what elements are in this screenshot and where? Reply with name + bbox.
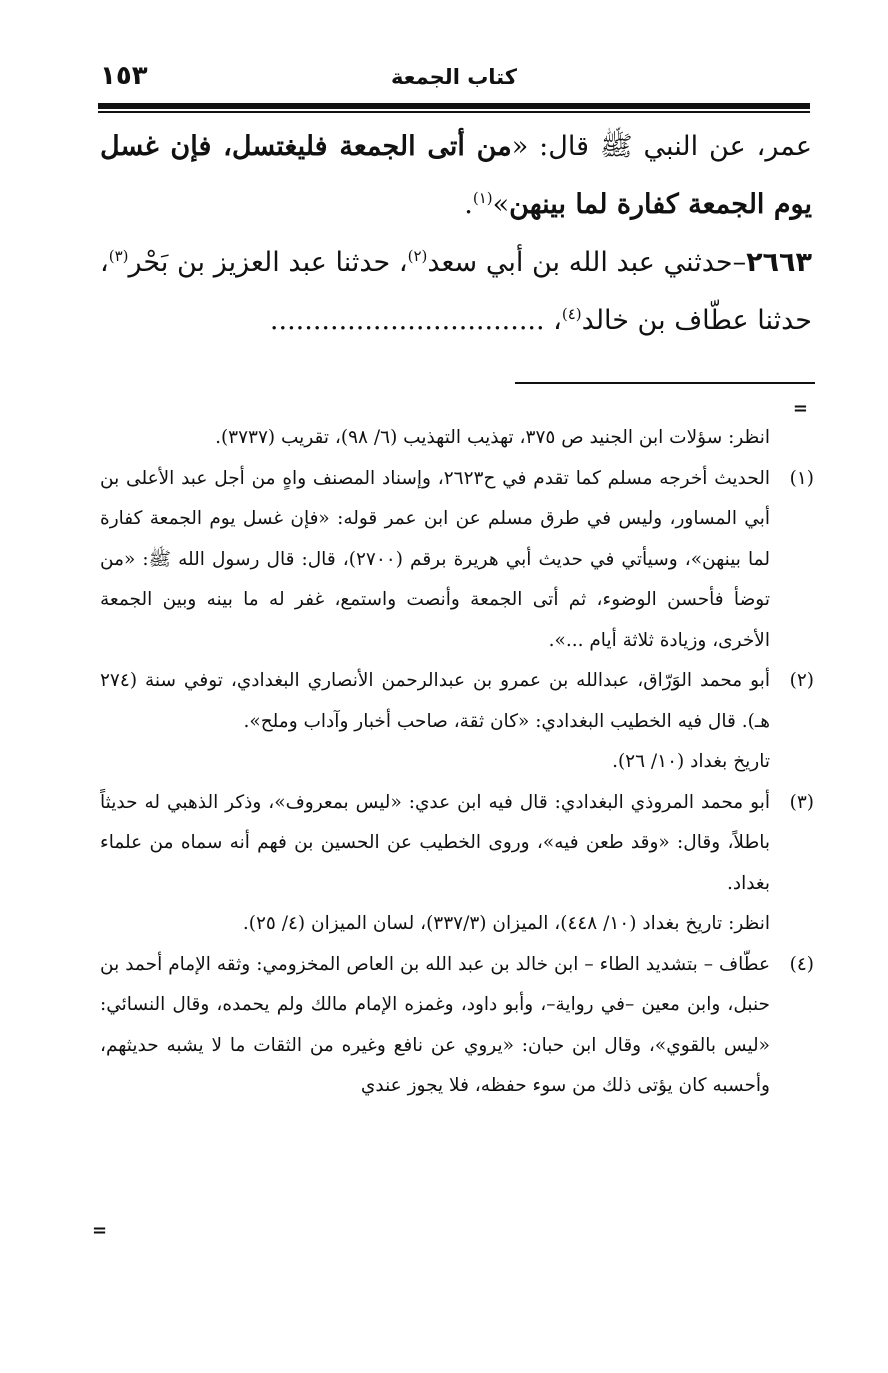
page-number: ١٥٣ (100, 61, 148, 91)
footnote-2-source: تاريخ بغداد (١٠/ ٢٦). (612, 751, 770, 772)
footnote-ref-1: (١) (472, 189, 493, 207)
p2-seg2: ، حدثنا عبد العزيز بن بَحْر (128, 247, 408, 278)
footnote-1 (100, 459, 814, 662)
footnote-3 (100, 783, 814, 905)
p1-end: . (464, 189, 473, 220)
footnote-ref-2: (٢) (407, 247, 428, 265)
footnote-4-text: عطّاف – بتشديد الطاء – ابن خالد بن عبد الله بن العاص المخزومي: وثقه الإمام أحمد بن حنبل، وابن معين –في رواية–، وأبو داود، وغمزه الإمام مالك ولم يحمده، وقال النسائي: «ليس بالقوي»، وقال ابن حبان: «يروي عن نافع وغيره من الثقات ما لا يشبه حديثهم، وأحسبه كان يؤتى ذلك من سوء حفظه، فلا يجوز عندي (100, 953, 770, 1096)
footnote-continuation-mark-top: = (792, 398, 808, 419)
chapter-title: كتاب الجمعة (391, 65, 517, 89)
header-rule-thin (98, 111, 810, 113)
hadith-number: ٢٦٦٣ (746, 247, 812, 278)
hadith-quote: من أتى الجمعة فليغتسل، فإن غسل يوم الجمعة كفارة لما بينهن (100, 131, 812, 220)
p1-close: » (492, 189, 510, 220)
p2-seg1: –حدثني عبد الله بن أبي سعد (427, 247, 747, 278)
p2-seg4: ، (544, 305, 562, 336)
main-text (100, 118, 812, 350)
page-header (100, 58, 808, 98)
footnote-1-label: (١) (789, 467, 814, 489)
footnote-4 (100, 945, 814, 1107)
footnote-separator (515, 382, 815, 384)
p2-seg3: ، حدثنا عطّاف بن خالد (100, 247, 812, 336)
footnotes (100, 418, 814, 1107)
main-paragraph-2 (100, 234, 812, 350)
footnote-2 (100, 661, 814, 742)
p1-lead: عمر، عن النبي ﷺ قال: « (511, 131, 812, 162)
footnote-1-text: الحديث أخرجه مسلم كما تقدم في ح٢٦٢٣، وإسناد المصنف واهٍ من أجل عبد الأعلى بن أبي المساور، وليس في طرق مسلم عن ابن عمر قوله: «فإن غسل يوم الجمعة كفارة لما بينهن»، وسيأتي في حديث أبي هريرة برقم (٢٧٠٠)، قال: قال رسول الله ﷺ: «من توضأ فأحسن الوضوء، ثم أتى الجمعة وأنصت واستمع، غفر له ما بينه وبين الجمعة الأخرى، وزيادة ثلاثة أيام ...». (100, 467, 770, 651)
footnote-continued-intro: انظر: سؤلات ابن الجنيد ص ٣٧٥، تهذيب التهذيب (٦/ ٩٨)، تقريب (٣٧٣٧). (215, 427, 770, 448)
footnote-3-source: انظر: تاريخ بغداد (١٠/ ٤٤٨)، الميزان (٣٣٧/٣)، لسان الميزان (٤/ ٢٥). (242, 913, 770, 934)
footnote-ref-3: (٣) (108, 247, 129, 265)
footnote-3-label: (٣) (789, 791, 814, 813)
header-rule-thick (98, 103, 810, 109)
footnote-4-label: (٤) (789, 953, 814, 975)
footnote-ref-4: (٤) (561, 305, 582, 323)
footnote-2-label: (٢) (789, 670, 814, 691)
main-paragraph-1 (100, 118, 812, 234)
continuation-dots: ................................ (269, 305, 545, 336)
footnote-3-text: أبو محمد المروذي البغدادي: قال فيه ابن عدي: «ليس بمعروف»، وذكر الذهبي له حديثاً باطلاً، وقال: «وقد طعن فيه»، وروى الخطيب عن الحسين بن فهم أنه سماه من علماء بغداد. (100, 791, 770, 894)
footnote-continuation-mark-bottom: = (92, 1220, 108, 1241)
footnote-2-text: أبو محمد الوَرّاق، عبدالله بن عمرو بن عبدالرحمن الأنصاري البغدادي، توفي سنة (٢٧٤ هـ). قال فيه الخطيب البغدادي: «كان ثقة، صاحب أخبار وآداب وملح». (100, 670, 770, 732)
